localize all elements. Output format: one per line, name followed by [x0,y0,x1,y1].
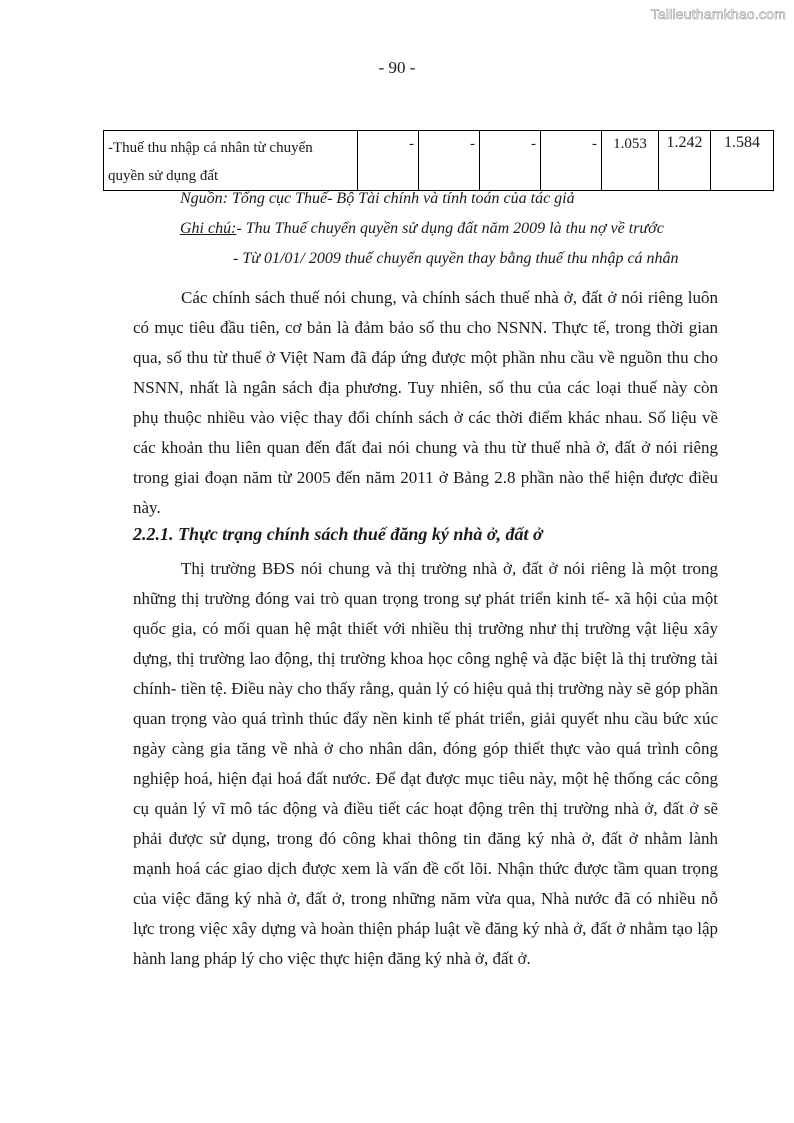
tax-revenue-table [103,130,774,191]
section-heading: 2.2.1. Thực trạng chính sách thuế đăng ký nhà ở, đất ở [133,524,543,544]
body-paragraph-1: Các chính sách thuế nói chung, và chính sách thuế nhà ở, đất ở nói riêng luôn có mục tiêu đầu tiên, cơ bản là đảm bảo số thu cho NSNN. Thực tế, trong thời gian qua, số thu từ thuế ở Việt Nam đã đáp ứng được một phần nhu cầu về nguồn thu cho NSNN, nhất là ngân sách địa phương. Tuy nhiên, số thu của các loại thuế này còn phụ thuộc nhiều vào việc thay đổi chính sách ở các thời điểm khác nhau. Số liệu về các khoản thu liên quan đến đất đai nói chung và thu từ thuế nhà ở, đất ở nói riêng trong giai đoạn năm từ 2005 đến năm 2011 ở Bảng 2.8 phần nào thể hiện được điều này. [133,288,718,517]
table-row [104,131,774,191]
page-number: - 90 - [378,58,416,77]
table-cell: 1.584 [711,131,774,191]
note-label: Ghi chú: [180,220,237,237]
table-cell: - [480,131,541,191]
source-note: Nguồn: Tổng cục Thuế- Bộ Tài chính và tính toán của tác giả [180,190,575,207]
note-text-1: - Thu Thuế chuyển quyền sử dụng đất năm 2009 là thu nợ về trước [236,220,664,237]
table-cell: - [358,131,419,191]
table-cell: - [419,131,480,191]
watermark-text: Tailieuthamkhao.com [650,6,786,22]
body-paragraph-2: Thị trường BĐS nói chung và thị trường nhà ở, đất ở nói riêng là một trong những thị trường đóng vai trò quan trọng trong sự phát triển kinh tế- xã hội của một quốc gia, có mối quan hệ mật thiết với nhiều thị trường như thị trường vật liệu xây dựng, thị trường lao động, thị trường khoa học công nghệ và đặc biệt là thị trường tài chính- tiền tệ. Điều này cho thấy rằng, quản lý có hiệu quả thị trường này sẽ góp phần quan trọng vào quá trình thúc đẩy nền kinh tế phát triển, giải quyết nhu cầu bức xúc ngày càng gia tăng về nhà ở cho nhân dân, đóng góp thiết thực vào quá trình công nghiệp hoá, hiện đại hoá đất nước. Để đạt được mục tiêu này, một hệ thống các công cụ quản lý vĩ mô tác động và điều tiết các hoạt động trên thị trường nhà ở, đất ở sẽ phải được sử dụng, trong đó công khai thông tin đăng ký nhà ở, đất ở nhằm lành mạnh hoá các giao dịch được xem là vấn đề cốt lõi. Nhận thức được tầm quan trọng của việc đăng ký nhà ở, đất ở, trong những năm vừa qua, Nhà nước đã có nhiều nỗ lực trong việc xây dựng và hoàn thiện pháp luật về đăng ký nhà ở, đất ở nhằm tạo lập hành lang pháp lý cho việc thực hiện đăng ký nhà ở, đất ở. [133,559,718,968]
table-cell: 1.242 [659,131,711,191]
table-cell: 1.053 [602,131,659,191]
table-cell: - [541,131,602,191]
note-line-1 [180,220,664,238]
note-line-2: - Từ 01/01/ 2009 thuế chuyển quyền thay bằng thuế thu nhập cá nhân [233,250,679,267]
row-label: -Thuế thu nhập cá nhân từ chuyển quyền sử dụng đất [104,131,358,191]
